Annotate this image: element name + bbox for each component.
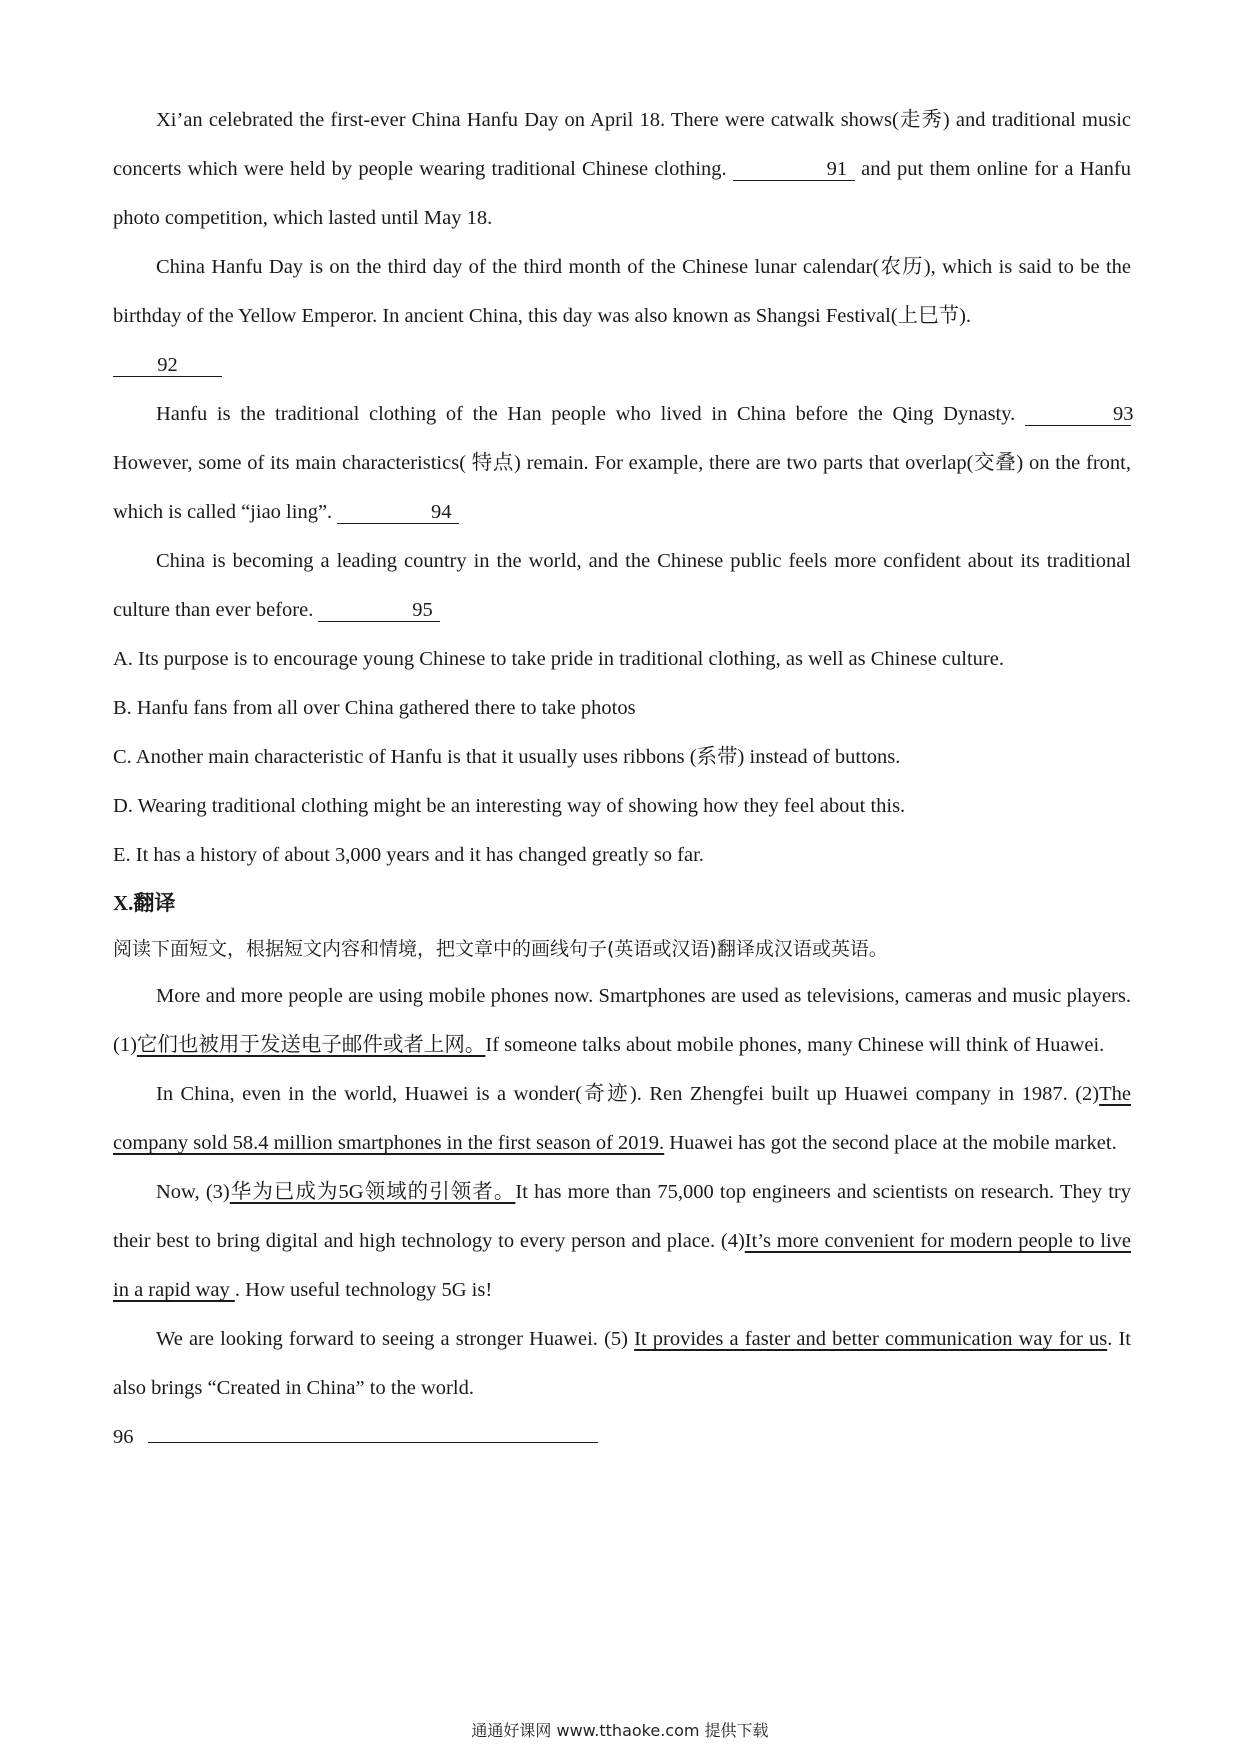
blank-92: 92 — [113, 354, 222, 377]
blank-91: 91 — [733, 158, 855, 181]
option-b: B. Hanfu fans from all over China gathered there to take photos — [113, 697, 636, 719]
answer-blank-line[interactable] — [148, 1424, 598, 1443]
page-content — [113, 96, 1134, 1462]
paragraph-text: It has more than 75,000 top engineers and scientists on research. They try their best to bring digital and high technology to every person and place. (4) — [113, 1181, 1131, 1252]
blank-94: 94 — [337, 501, 459, 524]
underlined-sentence-1: 它们也被用于发送电子邮件或者上网。 — [136, 1034, 486, 1056]
paragraph-text: Xi’an celebrated the first-ever China Hanfu Day on April 18. There were catwalk shows(走秀) and traditional music concerts which were held by people wearing traditional Chinese clothing. — [113, 109, 1131, 180]
underlined-sentence-4: It’s more convenient for modern people to live in a rapid way — [113, 1230, 1131, 1301]
page-footer: 通通好课网 www.tthaoke.com 提供下载 — [471, 1721, 769, 1740]
blank-95: 95 — [318, 599, 440, 622]
blank-93: 93 — [1025, 403, 1131, 426]
translation-paragraph-4 — [113, 1315, 1131, 1413]
paragraph-text: China Hanfu Day is on the third day of the third month of the Chinese lunar calendar(农历), which is said to be the birthday of the Yellow Emperor. In ancient China, this day was also known as Shangsi Festival(上巳节). — [113, 256, 1131, 327]
paragraph-text: We are looking forward to seeing a stronger Huawei. (5) — [156, 1328, 635, 1350]
answer-number: 96 — [113, 1426, 134, 1448]
answer-line-row — [113, 1413, 1131, 1462]
passage-paragraph-4 — [113, 537, 1131, 635]
translation-paragraph-2 — [113, 1070, 1131, 1168]
passage-paragraph-2 — [113, 243, 1131, 341]
section-instruction: 阅读下面短文，根据短文内容和情境，把文章中的画线句子(英语或汉语)翻译成汉语或英语。 — [113, 938, 888, 960]
paragraph-text: However, some of its main characteristics( 特点) remain. For example, there are two parts that overlap(交叠) on the front, which is called “jiao ling”. — [113, 452, 1131, 523]
underlined-sentence-2: The company sold 58.4 million smartphones in the first season of 2019. — [113, 1083, 1131, 1154]
paragraph-text: . It also brings “Created in China” to the world. — [113, 1328, 1131, 1399]
paragraph-text: and put them online for a Hanfu photo competition, which lasted until May 18. — [113, 158, 1131, 229]
underlined-sentence-3: 华为已成为5G领域的引领者。 — [229, 1181, 516, 1203]
paragraph-text: In China, even in the world, Huawei is a wonder(奇迹). Ren Zhengfei built up Huawei company in 1987. (2) — [156, 1083, 1100, 1105]
paragraph-text: Hanfu is the traditional clothing of the Han people who lived in China before the Qing Dynasty. — [156, 403, 1025, 425]
paragraph-text: If someone talks about mobile phones, many Chinese will think of Huawei. — [485, 1034, 1105, 1056]
paragraph-text: More and more people are using mobile phones now. Smartphones are used as televisions, cameras and music players. (1) — [113, 985, 1131, 1056]
passage-paragraph-1 — [113, 96, 1131, 243]
paragraph-text: Huawei has got the second place at the mobile market. — [664, 1132, 1117, 1154]
paragraph-text: China is becoming a leading country in the world, and the Chinese public feels more confident about its traditional culture than ever before. — [113, 550, 1131, 621]
translation-paragraph-1 — [113, 972, 1131, 1070]
blank-92-line — [113, 341, 1131, 390]
passage-paragraph-3 — [113, 390, 1134, 537]
option-e: E. It has a history of about 3,000 years and it has changed greatly so far. — [113, 844, 704, 866]
paragraph-text: Now, (3) — [156, 1181, 230, 1203]
translation-paragraph-3 — [113, 1168, 1131, 1315]
underlined-sentence-5: It provides a faster and better communication way for us — [634, 1328, 1108, 1350]
section-title-translation: X.翻译 — [113, 891, 176, 915]
option-c: C. Another main characteristic of Hanfu is that it usually uses ribbons (系带) instead of buttons. — [113, 746, 901, 768]
option-d: D. Wearing traditional clothing might be an interesting way of showing how they feel about this. — [113, 795, 906, 817]
option-a: A. Its purpose is to encourage young Chinese to take pride in traditional clothing, as well as Chinese culture. — [113, 648, 1004, 670]
paragraph-text: . How useful technology 5G is! — [234, 1279, 493, 1301]
